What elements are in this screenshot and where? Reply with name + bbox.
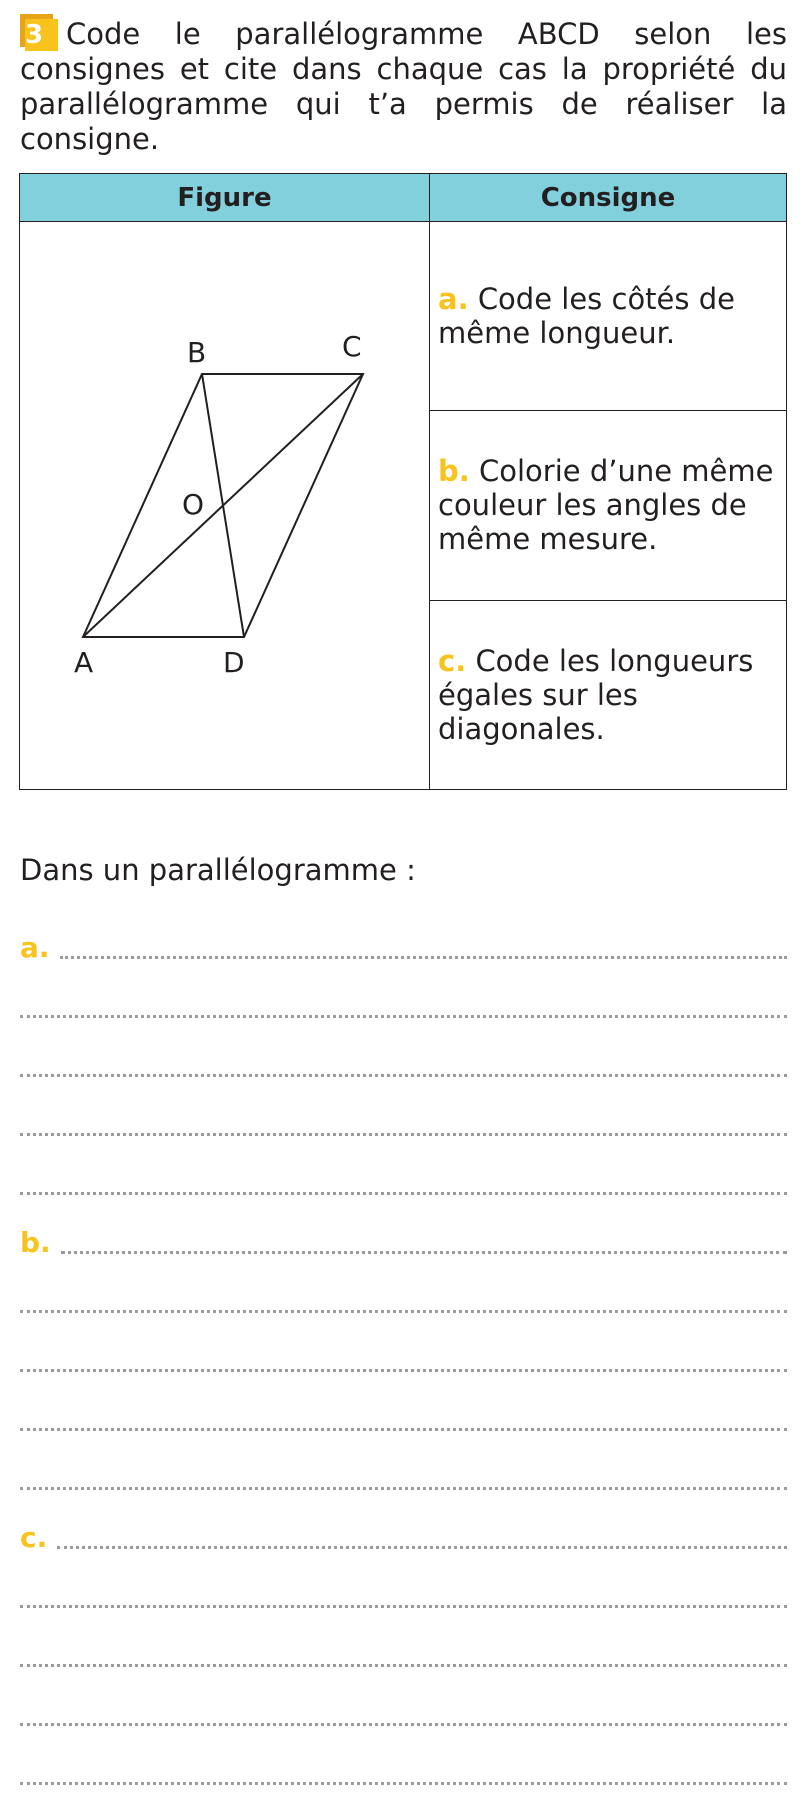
consigne-a [430, 222, 787, 411]
consigne-a-letter: a. [438, 282, 469, 317]
answer-line[interactable] [20, 1709, 787, 1729]
consigne-b [430, 411, 787, 600]
diagonal-bd [202, 374, 244, 637]
answer-line[interactable] [20, 1178, 787, 1198]
parallelogram-figure [20, 222, 429, 789]
consigne-c-letter: c. [438, 643, 467, 678]
consigne-b-letter: b. [438, 454, 470, 489]
consigne-b-text: Colorie d’une même couleur les angles de même mesure. [438, 454, 774, 557]
answer-line[interactable] [20, 1591, 787, 1611]
answer-line[interactable] [20, 1521, 787, 1554]
answer-c-letter: c. [20, 1521, 48, 1554]
answers-title: Dans un parallélogramme : [20, 853, 416, 887]
label-a: A [74, 646, 94, 679]
header-consigne: Consigne [430, 174, 787, 222]
answer-line[interactable] [20, 1473, 787, 1493]
instruction-text: Code le parallélogramme ABCD selon les consignes et cite dans chaque cas la propriété du parallélogramme qui t’a permis de réaliser la consigne. [20, 17, 787, 156]
exercise-number-badge [20, 14, 58, 50]
answer-line[interactable] [20, 1226, 787, 1259]
answer-line[interactable] [20, 1060, 787, 1080]
exercise-table [19, 173, 787, 790]
label-o: O [182, 488, 205, 521]
exercise-number: 3 [25, 19, 58, 51]
answer-line[interactable] [20, 1001, 787, 1021]
consigne-a-text: Code les côtés de même longueur. [438, 282, 735, 351]
label-c: C [342, 330, 362, 363]
answer-line[interactable] [20, 1414, 787, 1434]
consigne-c [430, 600, 787, 789]
answer-line[interactable] [20, 1768, 787, 1788]
label-b: B [187, 336, 207, 369]
answer-b-letter: b. [20, 1226, 51, 1259]
exercise-instruction [20, 14, 787, 157]
answer-line[interactable] [20, 1296, 787, 1316]
figure-cell [20, 222, 430, 790]
answer-line[interactable] [20, 931, 787, 964]
consigne-c-text: Code les longueurs égales sur les diagonales. [438, 643, 754, 746]
answer-a-letter: a. [20, 931, 50, 964]
header-figure: Figure [20, 174, 430, 222]
answer-line[interactable] [20, 1355, 787, 1375]
label-d: D [223, 646, 245, 679]
answer-line[interactable] [20, 1650, 787, 1670]
answer-line[interactable] [20, 1119, 787, 1139]
